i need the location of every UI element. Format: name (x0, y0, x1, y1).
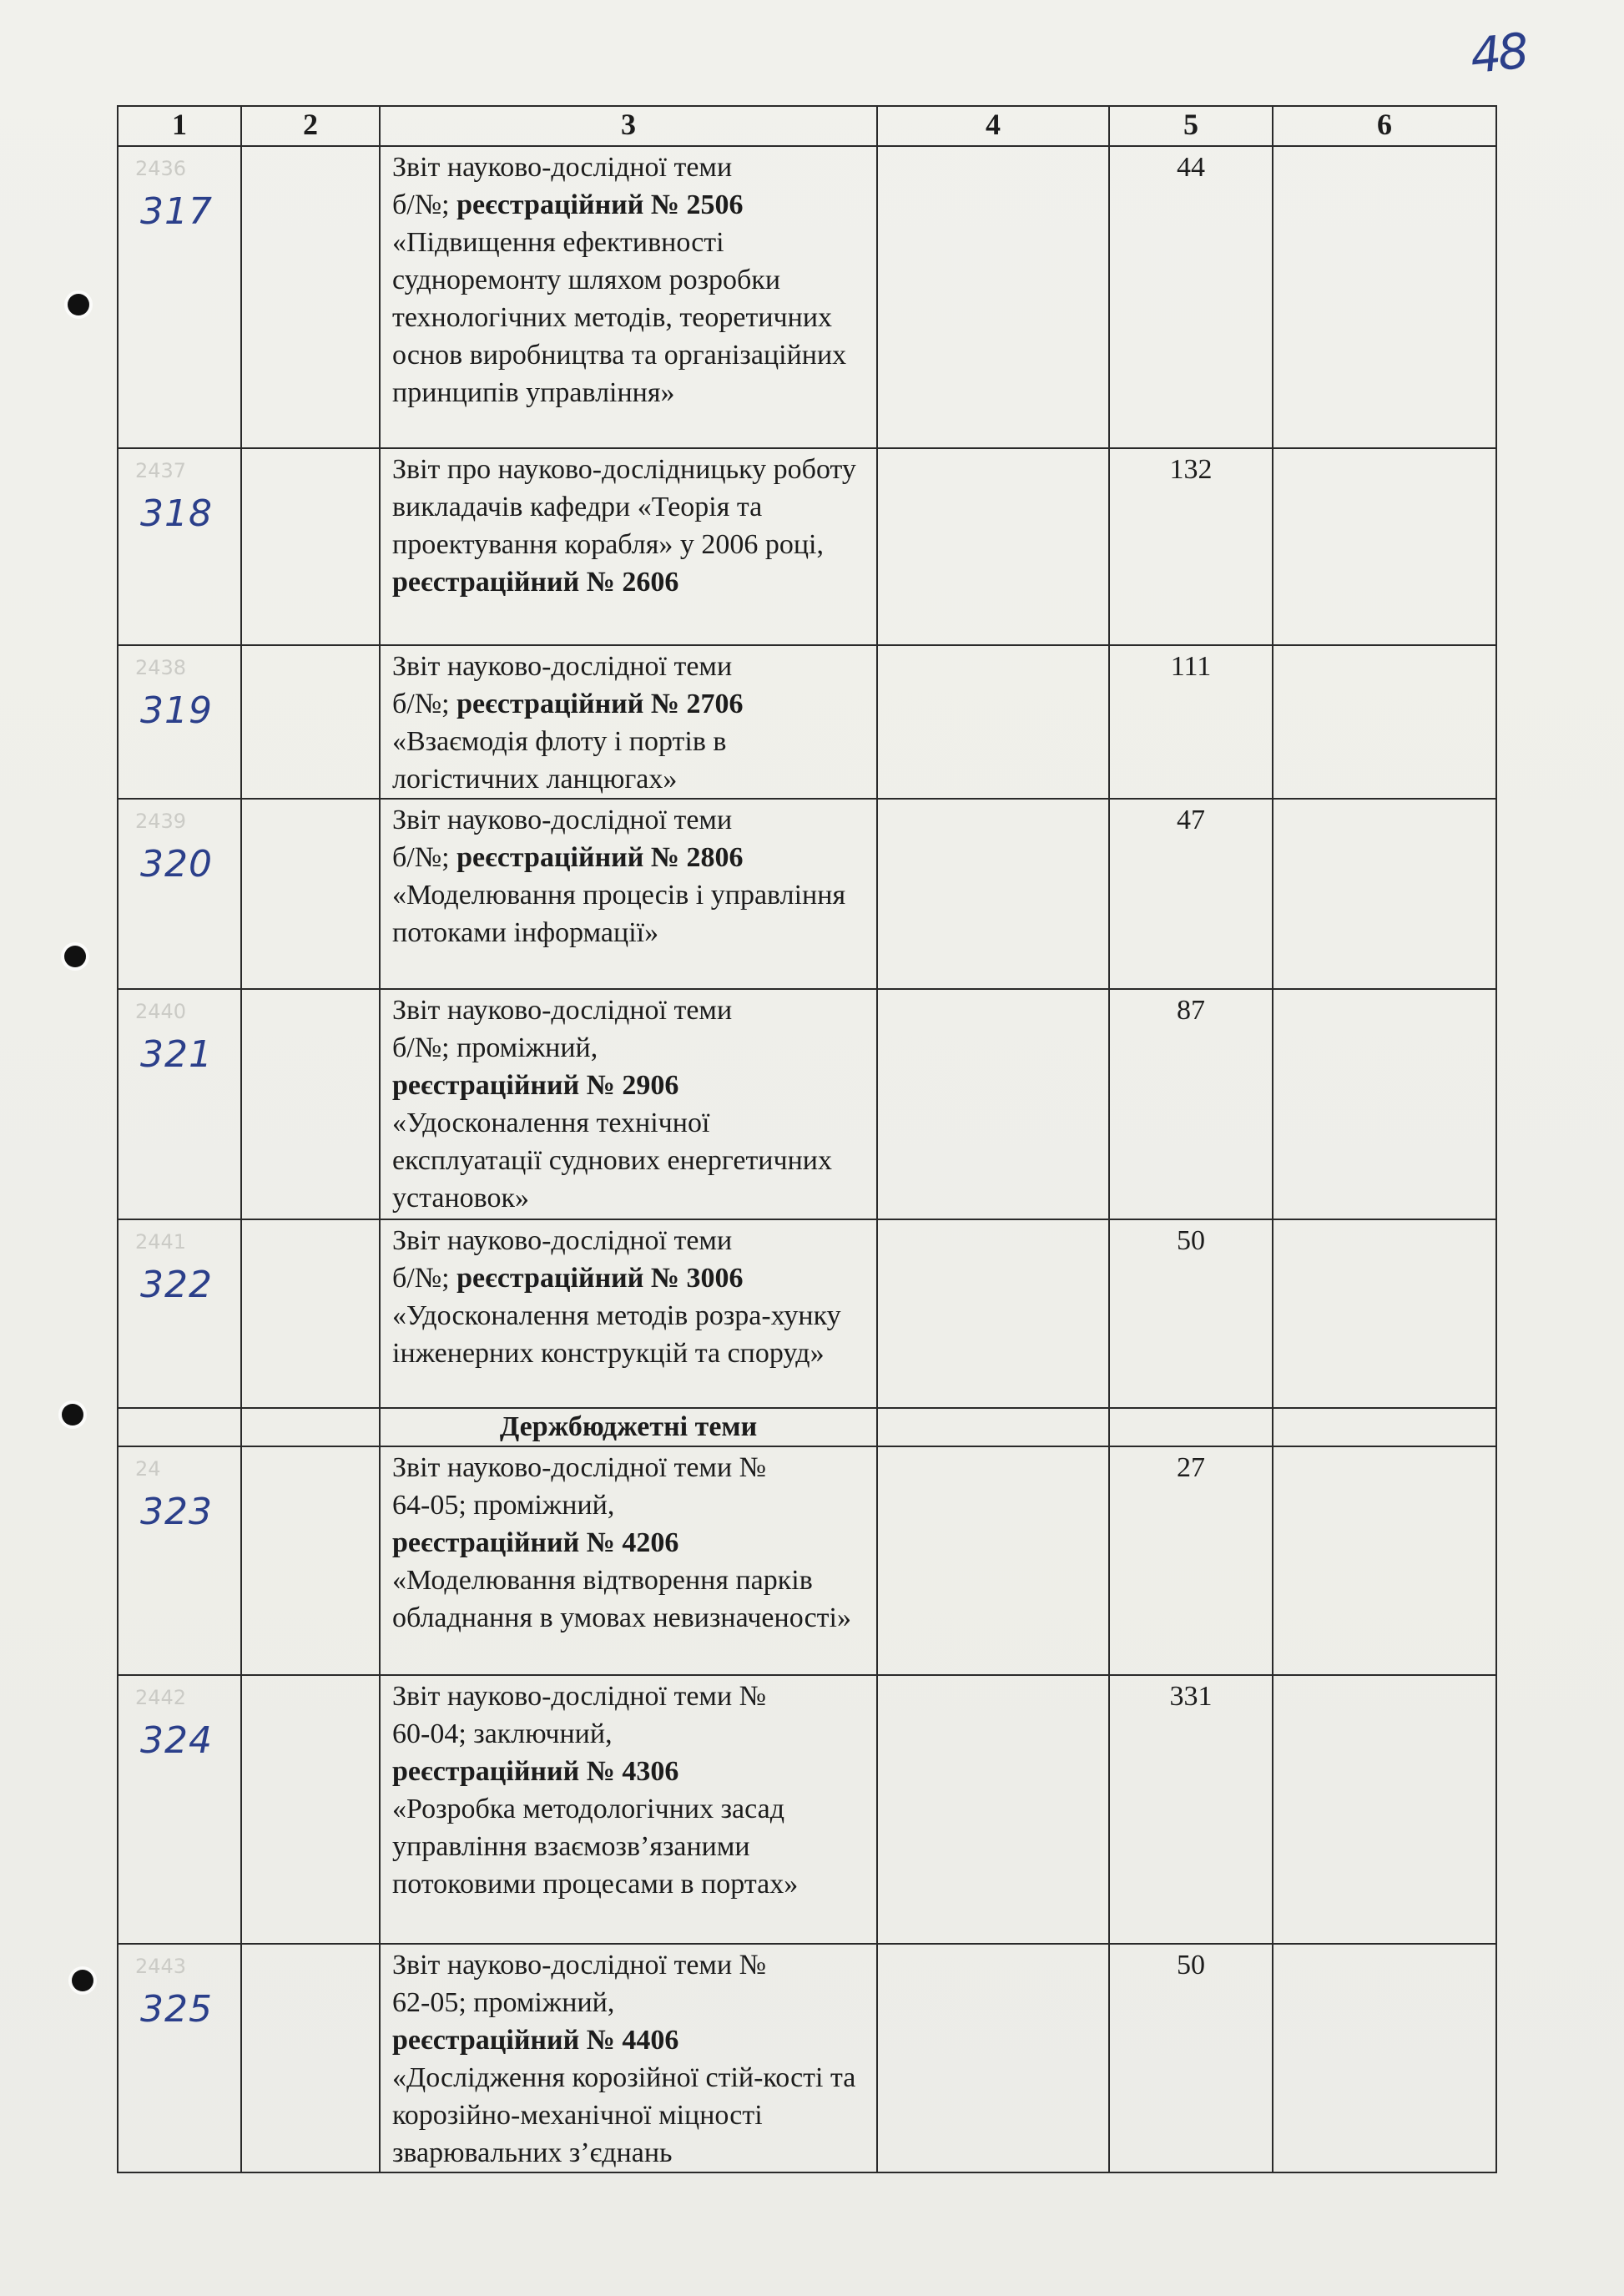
registration-number: реєстраційний № 2506 (456, 189, 744, 220)
registration-number: реєстраційний № 2606 (392, 567, 679, 598)
punch-hole (72, 1970, 93, 1991)
faded-old-number: 2440 (135, 1000, 187, 1023)
column-number: 6 (1273, 106, 1496, 146)
page-count-cell: 132 (1109, 448, 1273, 645)
handwritten-item-number: 325 (140, 1988, 213, 2031)
item-number-cell (118, 146, 241, 448)
empty-cell (877, 799, 1109, 989)
description-cell: Звіт науково-дослідної теми б/№; реєстраційний № 3006 «Удосконалення методів розра-хунку інженерних конструкцій та споруд» (380, 1219, 877, 1408)
item-number-cell (118, 1219, 241, 1408)
empty-cell (1273, 1944, 1496, 2172)
empty-cell (877, 989, 1109, 1219)
table-row (118, 1944, 1496, 2172)
faded-old-number: 2439 (135, 810, 187, 833)
handwritten-item-number: 319 (140, 689, 213, 732)
empty-cell (877, 1446, 1109, 1675)
empty-cell (1273, 448, 1496, 645)
section-title: Держбюджетні теми (380, 1408, 877, 1446)
empty-cell (877, 1675, 1109, 1944)
empty-cell (241, 1219, 380, 1408)
empty-cell (241, 1446, 380, 1675)
page-count-cell: 47 (1109, 799, 1273, 989)
column-number: 3 (380, 106, 877, 146)
table-row (118, 1446, 1496, 1675)
empty-cell (1273, 146, 1496, 448)
faded-old-number: 2441 (135, 1230, 187, 1254)
punch-hole (64, 946, 86, 967)
page-count-cell: 27 (1109, 1446, 1273, 1675)
empty-cell (241, 989, 380, 1219)
empty-cell (1109, 1408, 1273, 1446)
item-number-cell (118, 645, 241, 799)
punch-hole (68, 294, 89, 315)
empty-cell (241, 448, 380, 645)
table-row (118, 645, 1496, 799)
page-count-cell: 111 (1109, 645, 1273, 799)
table-row (118, 989, 1496, 1219)
table-row (118, 448, 1496, 645)
empty-cell (877, 1408, 1109, 1446)
empty-cell (877, 1219, 1109, 1408)
faded-old-number: 2436 (135, 157, 187, 180)
item-number-cell (118, 989, 241, 1219)
description-cell: Звіт науково-дослідної теми б/№; проміжний, реєстраційний № 2906 «Удосконалення технічної експлуатації суднових енергетичних установок» (380, 989, 877, 1219)
registration-number: реєстраційний № 2806 (456, 842, 744, 873)
faded-old-number: 2437 (135, 459, 187, 482)
handwritten-item-number: 322 (140, 1264, 213, 1306)
handwritten-item-number: 324 (140, 1719, 213, 1762)
item-number-cell (118, 1446, 241, 1675)
registration-number: реєстраційний № 2706 (456, 689, 744, 719)
item-number-cell (118, 1944, 241, 2172)
column-number-row (118, 106, 1496, 146)
item-number-cell (118, 799, 241, 989)
page-count-cell: 44 (1109, 146, 1273, 448)
empty-cell (241, 1408, 380, 1446)
item-number-cell (118, 448, 241, 645)
faded-old-number: 2438 (135, 656, 187, 679)
empty-cell (1273, 989, 1496, 1219)
registration-number: реєстраційний № 4206 (392, 1527, 679, 1558)
empty-cell (1273, 1408, 1496, 1446)
handwritten-item-number: 317 (140, 190, 213, 233)
empty-cell (1273, 1446, 1496, 1675)
faded-old-number: 2442 (135, 1686, 187, 1709)
description-cell: Звіт про науково-дослідницьку роботу викладачів кафедри «Теорія та проектування корабля» у 2006 році, реєстраційний № 2606 (380, 448, 877, 645)
empty-cell (241, 1675, 380, 1944)
empty-cell (1273, 799, 1496, 989)
empty-cell (241, 645, 380, 799)
description-cell: Звіт науково-дослідної теми № 62-05; проміжний, реєстраційний № 4406 «Дослідження корозійної стій-кості та корозійно-механічної міцності зварювальних з’єднань (380, 1944, 877, 2172)
faded-old-number: 2443 (135, 1955, 187, 1978)
handwritten-item-number: 323 (140, 1491, 213, 1533)
handwritten-item-number: 321 (140, 1033, 213, 1076)
registration-number: реєстраційний № 2906 (392, 1070, 679, 1101)
registration-number: реєстраційний № 4406 (392, 2025, 679, 2056)
registration-number: реєстраційний № 3006 (456, 1263, 744, 1294)
page-count-cell: 331 (1109, 1675, 1273, 1944)
page-count-cell: 50 (1109, 1944, 1273, 2172)
registration-number: реєстраційний № 4306 (392, 1756, 679, 1787)
table-row (118, 1675, 1496, 1944)
empty-cell (241, 799, 380, 989)
column-number: 5 (1109, 106, 1273, 146)
inventory-table (117, 105, 1497, 2173)
empty-cell (241, 146, 380, 448)
empty-cell (1273, 1219, 1496, 1408)
column-number: 4 (877, 106, 1109, 146)
handwritten-item-number: 318 (140, 492, 213, 535)
description-cell: Звіт науково-дослідної теми б/№; реєстраційний № 2506 «Підвищення ефективності судноремонту шляхом розробки технологічних методів, теоретичних основ виробництва та організаційних принципів управління» (380, 146, 877, 448)
description-cell: Звіт науково-дослідної теми № 64-05; проміжний, реєстраційний № 4206 «Моделювання відтворення парків обладнання в умовах невизначеності» (380, 1446, 877, 1675)
empty-cell (241, 1944, 380, 2172)
empty-cell (877, 448, 1109, 645)
description-cell: Звіт науково-дослідної теми б/№; реєстраційний № 2706 «Взаємодія флоту і портів в логістичних ланцюгах» (380, 645, 877, 799)
empty-cell (118, 1408, 241, 1446)
section-heading-row (118, 1408, 1496, 1446)
empty-cell (877, 1944, 1109, 2172)
item-number-cell (118, 1675, 241, 1944)
faded-old-number: 24 (135, 1457, 161, 1481)
table-row (118, 799, 1496, 989)
empty-cell (877, 146, 1109, 448)
empty-cell (877, 645, 1109, 799)
page-count-cell: 87 (1109, 989, 1273, 1219)
punch-hole (62, 1404, 83, 1426)
empty-cell (1273, 645, 1496, 799)
column-number: 2 (241, 106, 380, 146)
column-number: 1 (118, 106, 241, 146)
page-count-cell: 50 (1109, 1219, 1273, 1408)
table-row (118, 1219, 1496, 1408)
description-cell: Звіт науково-дослідної теми № 60-04; заключний, реєстраційний № 4306 «Розробка методологічних засад управління взаємозв’язаними потоковими процесами в портах» (380, 1675, 877, 1944)
handwritten-page-number: 48 (1467, 22, 1529, 85)
empty-cell (1273, 1675, 1496, 1944)
description-cell: Звіт науково-дослідної теми б/№; реєстраційний № 2806 «Моделювання процесів і управління потоками інформації» (380, 799, 877, 989)
table-row (118, 146, 1496, 448)
handwritten-item-number: 320 (140, 843, 213, 886)
